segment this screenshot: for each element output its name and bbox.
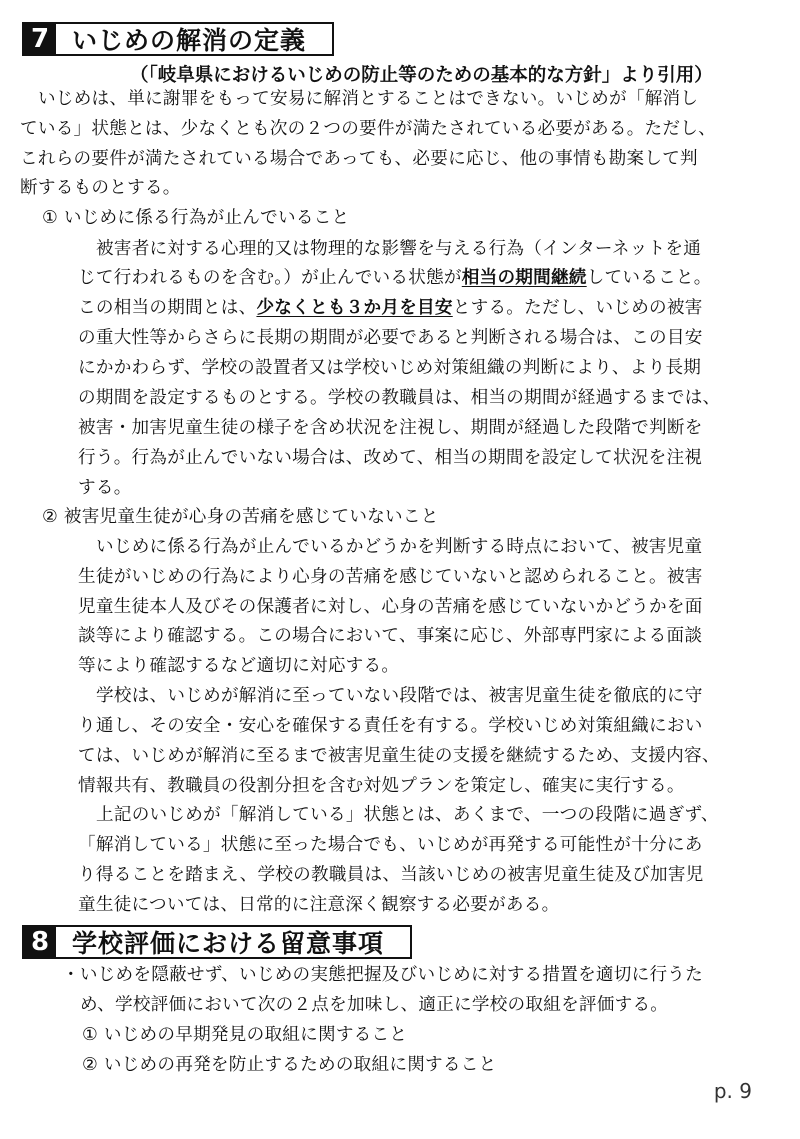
requirement-2-line: 等により確認するなど適切に対応する。 [78, 656, 400, 676]
requirement-2-line: 談等により確認する。この場合において、事案に応じ、外部専門家による面談 [78, 626, 703, 646]
note-paragraph-line: 「解消している」状態に至った場合でも、いじめが再発する可能性が十分にあ [78, 835, 703, 855]
section-7-subtitle: （「岐阜県におけるいじめの防止等のための基本的な方針」より引用） [130, 65, 713, 86]
section-8-bullet-line: ・いじめを隠蔽せず、いじめの実態把握及びいじめに対する措置を適切に行うた [62, 965, 703, 985]
school-paragraph-line: ては、いじめが解消に至るまで被害児童生徒の支援を継続するため、支援内容、 [78, 746, 720, 766]
section-7-heading [22, 22, 334, 56]
school-paragraph-line: 情報共有、教職員の役割分担を含む対処プランを策定し、確実に実行する。 [78, 776, 685, 796]
section-number: 7 [24, 24, 56, 54]
requirement-2-line: いじめに係る行為が止んでいるかどうかを判断する時点において、被害児童 [96, 537, 703, 557]
requirement-1-line: 被害・加害児童生徒の様子を含め状況を注視し、期間が経過した段階で判断を [78, 418, 703, 438]
requirement-1-line: の期間を設定するものとする。学校の教職員は、相当の期間が経過するまでは、 [78, 388, 721, 408]
text-run: この相当の期間とは、 [78, 298, 257, 318]
text-run: していること。 [586, 268, 712, 288]
section-title: 学校評価における留意事項 [72, 929, 385, 958]
requirement-1-line: にかかわらず、学校の設置者又は学校いじめ対策組織の判断により、より長期 [78, 358, 702, 378]
requirement-1-line [78, 270, 712, 288]
note-paragraph-line: 上記のいじめが「解消している」状態とは、あくまで、一つの段階に過ぎず、 [96, 805, 719, 825]
requirement-1-line: する。 [78, 478, 132, 498]
requirement-1-heading: ① いじめに係る行為が止んでいること [42, 208, 350, 228]
section-number: 8 [24, 927, 56, 957]
section-8-item: ② いじめの再発を防止するための取組に関すること [82, 1055, 497, 1075]
intro-line: いじめは、単に謝罪をもって安易に解消とすることはできない。いじめが「解消し [38, 89, 699, 109]
requirement-2-line: 生徒がいじめの行為により心身の苦痛を感じていないと認められること。被害 [78, 567, 703, 587]
section-8-bullet-line: め、学校評価において次の２点を加味し、適正に学校の取組を評価する。 [80, 995, 669, 1015]
text-run: とする。ただし、いじめの被害 [452, 298, 703, 318]
section-8-heading [22, 925, 412, 959]
note-paragraph-line: り得ることを踏まえ、学校の教職員は、当該いじめの被害児童生徒及び加害児 [78, 865, 704, 885]
school-paragraph-line: 学校は、いじめが解消に至っていない段階では、被害児童生徒を徹底的に守 [96, 686, 703, 706]
emphasis-period: 相当の期間継続 [461, 268, 587, 288]
requirement-1-line: 行う。行為が止んでいない場合は、改めて、相当の期間を設定して状況を注視 [78, 448, 703, 468]
note-paragraph-line: 童生徒については、日常的に注意深く観察する必要がある。 [78, 895, 560, 915]
requirement-2-line: 児童生徒本人及びその保護者に対し、心身の苦痛を感じていないかどうかを面 [78, 597, 703, 617]
emphasis-three-months: 少なくとも３か月を目安 [256, 298, 453, 318]
text-run: じて行われるものを含む。）が止んでいる状態が [78, 268, 462, 288]
requirement-1-line: の重大性等からさらに長期の期間が必要であると判断される場合は、この目安 [78, 328, 703, 348]
intro-line: 断するものとする。 [20, 178, 181, 198]
intro-line: これらの要件が満たされている場合であっても、必要に応じ、他の事情も勘案して判 [20, 149, 698, 169]
section-title: いじめの解消の定義 [72, 26, 307, 55]
page-number: p. 9 [713, 1079, 752, 1103]
requirement-2-heading: ② 被害児童生徒が心身の苦痛を感じていないこと [42, 507, 439, 527]
school-paragraph-line: り通し、その安全・安心を確保する責任を有する。学校いじめ対策組織におい [78, 716, 703, 736]
section-8-item: ① いじめの早期発見の取組に関すること [82, 1025, 408, 1045]
intro-line: ている」状態とは、少なくとも次の２つの要件が満たされている必要がある。ただし、 [20, 119, 716, 139]
requirement-1-line: 被害者に対する心理的又は物理的な影響を与える行為（インターネットを通 [96, 239, 702, 259]
requirement-1-line [78, 300, 703, 318]
